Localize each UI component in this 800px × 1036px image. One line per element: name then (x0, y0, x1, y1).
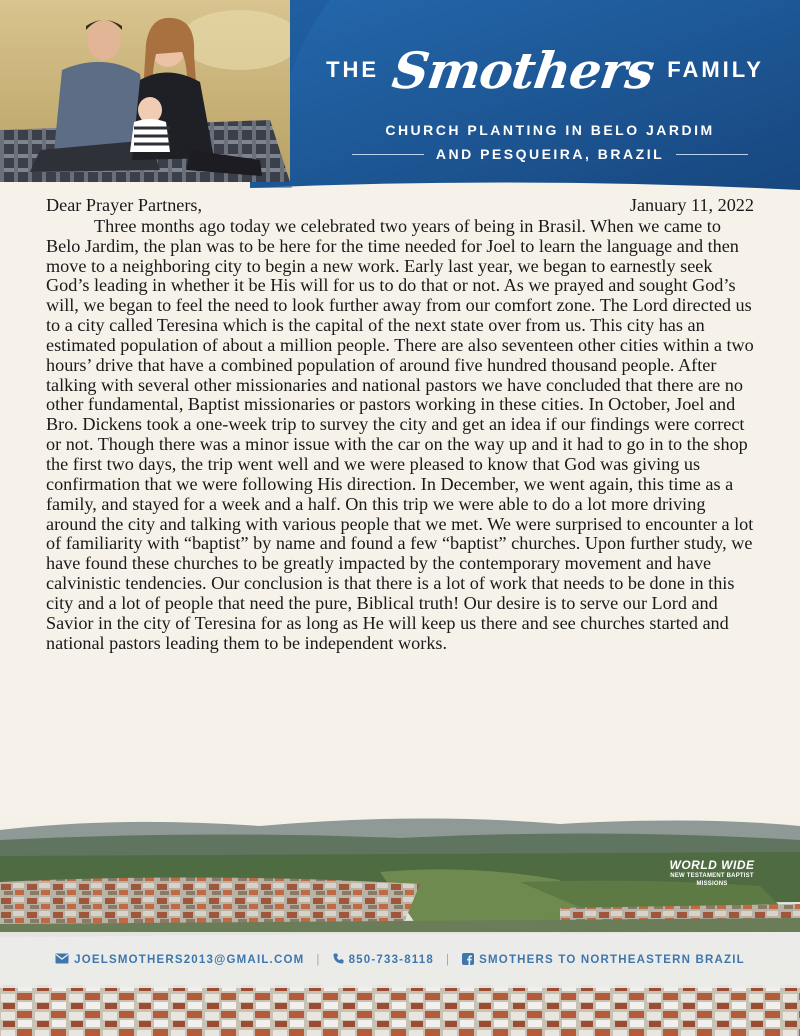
subtitle-rule-right (676, 154, 748, 155)
city-landscape-photo (0, 812, 800, 1036)
family-photo (0, 0, 290, 182)
subtitle-line-2: AND PESQUEIRA, BRAZIL (435, 146, 665, 162)
title-family-name: Smothers (388, 40, 658, 100)
letter-body: Three months ago today we celebrated two years of being in Brasil. When we came to Belo Jardim, the plan was to be here for the time needed for Joel to learn the language and then move to a neighboring city to begin a new work. Early last year, we began to earnestly seek God’s leading in whether it be His will for us to do that or not. As we prayed and sought God’s will, we began to feel the need to look further away from our comfort zone. The Lord directed us to a city called Teresina which is the capital of the next state over from us. This city has an estimated population of about a million people. There are also seventeen other cities within a two hours’ drive that have a combined population of around five hundred thousand people. After talking with several other missionaries and national pastors we have concluded that there are no other fundamental, Baptist missionaries or pastors working in these cities. In October, Joel and Bro. Dickens took a one-week trip to survey the city and get an idea if our findings were correct or not. Though there was a minor issue with the car on the way up and it had to go in to the shop the first two days, the trip went well and we were pleased to know that God was giving us confirmation that we were following His direction. In December, we went again, this time as a family, and stayed for a week and a half. On this trip we were able to do a lot more driving around the city and talking with various people that we met. We were surprised to encounter a lot of familiarity with “baptist” by name and found a few “baptist” churches. Upon further study, we have found these churches to be greatly impacted by the contemporary movement and have calvinistic tendencies. Our conclusion is that there is a lot of work that needs to be done in this city and a lot of people that need the pure, Biblical truth! Our desire is to serve our Lord and Savior in the city of Teresina for as long as He will keep us there and see churches started and national pastors leading them to be independent works. (46, 215, 754, 653)
letterhead (0, 0, 800, 196)
subtitle-line-2-row (300, 146, 800, 162)
subtitle-line-1: CHURCH PLANTING IN BELO JARDIM (385, 122, 715, 138)
footer-separator: | (316, 954, 321, 966)
salutation: Dear Prayer Partners, (46, 195, 203, 215)
footer-facebook[interactable] (462, 953, 745, 968)
family-title (290, 30, 800, 110)
footer-email[interactable] (55, 953, 304, 967)
world-wide-missions-logo (664, 858, 760, 886)
logo-line-2: NEW TESTAMENT BAPTIST MISSIONS (670, 873, 754, 887)
footer-facebook-text: SMOTHERS TO NORTHEASTERN BRAZIL (479, 954, 745, 966)
letter-date: January 11, 2022 (629, 195, 754, 215)
facebook-icon (462, 953, 474, 968)
letter (46, 196, 754, 653)
footer-phone-text: 850-733-8118 (348, 954, 434, 966)
logo-line-1: WORLD WIDE (669, 858, 755, 872)
contact-footer (0, 932, 800, 988)
footer-email-text: JOELSMOTHERS2013@GMAIL.COM (74, 954, 305, 966)
footer-phone[interactable] (333, 953, 434, 967)
phone-icon (333, 953, 344, 967)
title-the: THE (326, 57, 380, 82)
title-family-word: FAMILY (667, 57, 764, 82)
subtitle-rule-left (352, 154, 424, 155)
letter-heading-row (46, 196, 754, 216)
envelope-icon (55, 953, 69, 967)
footer-separator: | (445, 954, 451, 966)
